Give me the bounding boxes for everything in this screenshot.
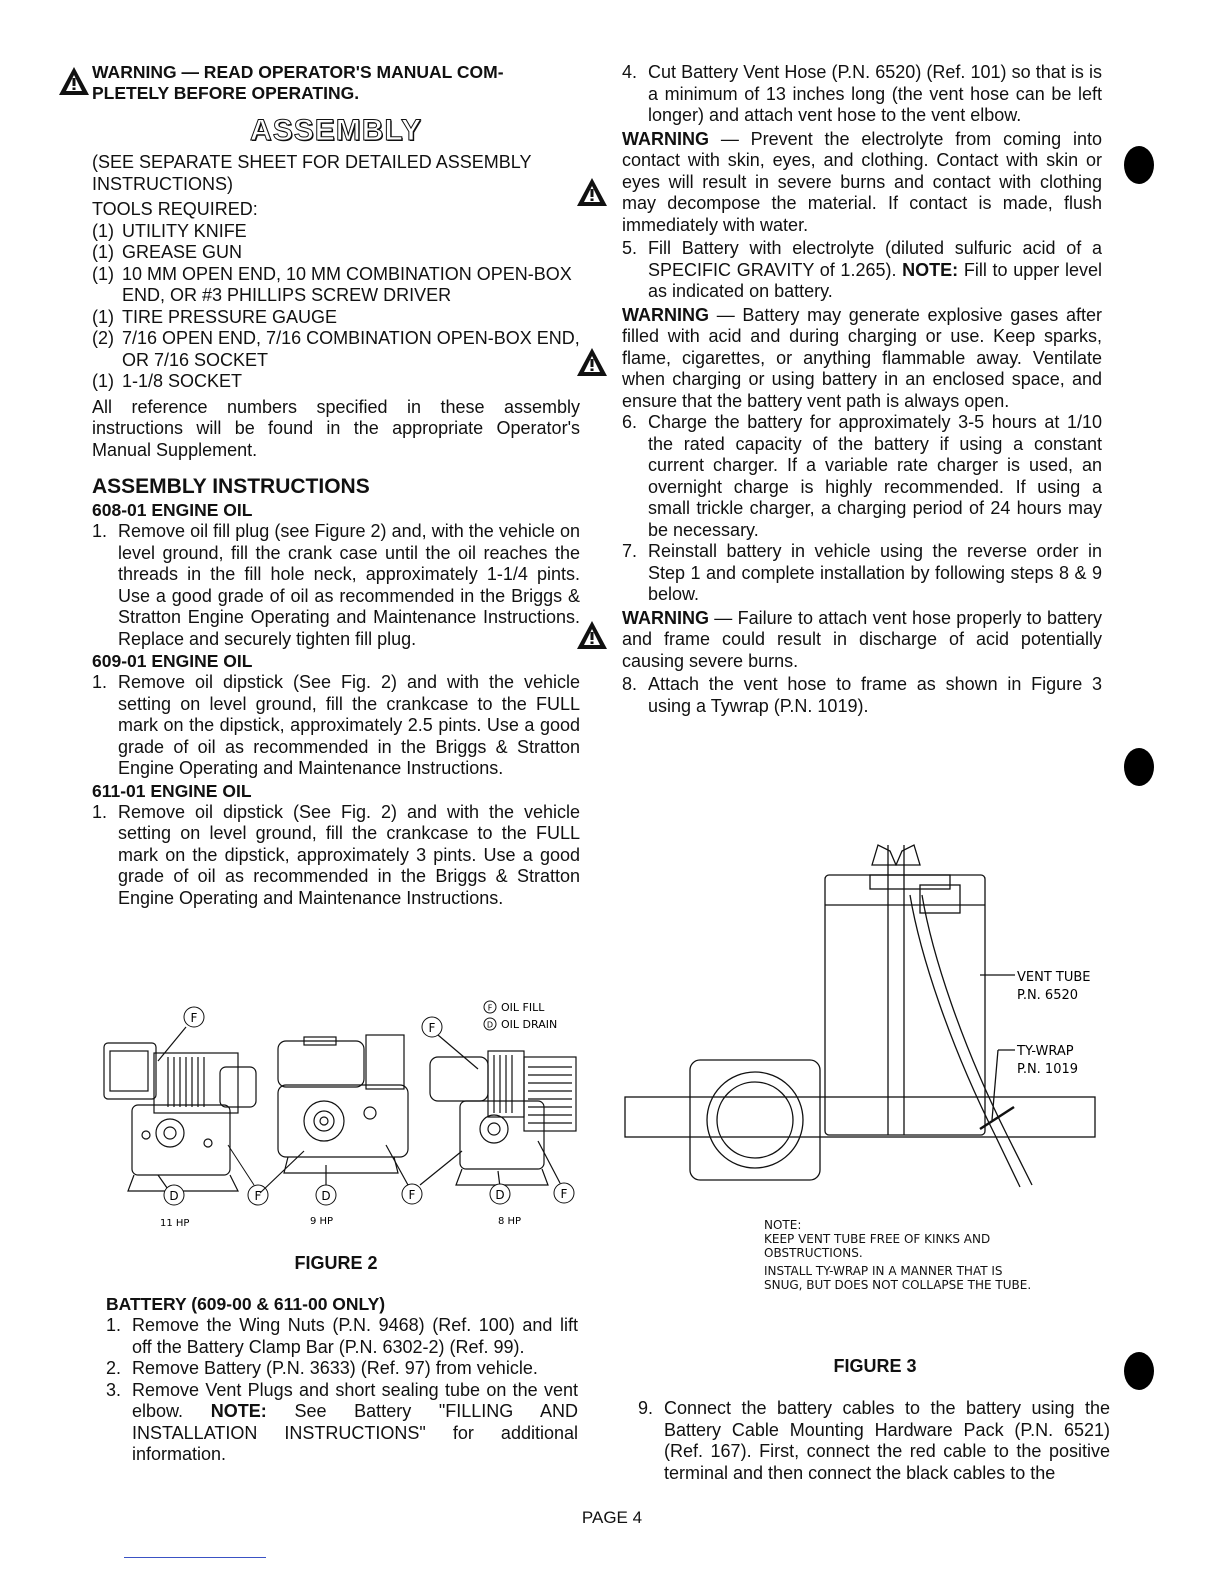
tool-item: (1) 1-1/8 SOCKET bbox=[92, 371, 243, 391]
warning-icon bbox=[576, 347, 608, 377]
vent-tube-label: VENT TUBE bbox=[1017, 970, 1091, 985]
legend-oil-drain: OIL DRAIN bbox=[501, 1018, 558, 1031]
callout-f: F bbox=[254, 1189, 262, 1203]
intro-line1: (SEE SEPARATE SHEET FOR DETAILED ASSEMBLY bbox=[92, 152, 532, 172]
note-line: OBSTRUCTIONS. bbox=[764, 1246, 863, 1260]
warning-label: WARNING bbox=[622, 607, 709, 628]
warning-icon bbox=[576, 177, 608, 207]
warning-block bbox=[622, 129, 1102, 237]
battery-step: 1. Remove the Wing Nuts (P.N. 9468) (Ref. 100) and lift off the Battery Clamp Bar (P.N. 6302-2) (Ref. 99). bbox=[106, 1315, 578, 1357]
tool-item: (1) 10 MM OPEN END, 10 MM COMBINATION OPEN-BOX END, OR #3 PHILLIPS SCREW DRIVER bbox=[92, 263, 572, 305]
binder-hole bbox=[1124, 1352, 1154, 1390]
battery-step: 5. Fill Battery with electrolyte (diluted sulfuric acid of a SPECIFIC GRAVITY of 1.265). NOTE: Fill to upper level as indicated on battery. bbox=[622, 238, 1102, 301]
tool-item: (1) GREASE GUN bbox=[92, 242, 243, 262]
engine-8hp bbox=[420, 1035, 576, 1187]
battery-step: 4. Cut Battery Vent Hose (P.N. 6520) (Ref. 101) so that is is a minimum of 13 inches long (the vent hose can be left longer) and attach vent hose to the vent elbow. bbox=[622, 62, 1102, 125]
battery-section bbox=[106, 1293, 578, 1466]
battery-step: 9. Connect the battery cables to the battery using the Battery Cable Mounting Hardware Pack (P.N. 6521) (Ref. 167). First, connect the red cable to the positive terminal and then connect the black cables to the bbox=[638, 1398, 1110, 1483]
warning-block bbox=[622, 608, 1102, 673]
warning-text: — Failure to attach vent hose properly to battery and frame could result in discharge of acid potentially causing severe burns. bbox=[622, 607, 1102, 671]
tools-label: TOOLS REQUIRED: bbox=[92, 199, 258, 219]
warning-text: — Prevent the electrolyte from coming into contact with skin, eyes, and clothing. Contact with skin or eyes will result in severe burns and contact with clothing may decompose the material. If contact is made, flush immediately with water. bbox=[622, 128, 1102, 235]
header-warning-line2: PLETELY BEFORE OPERATING. bbox=[92, 83, 360, 103]
warning-icon bbox=[58, 66, 90, 96]
vent-tube-pn: P.N. 6520 bbox=[1017, 988, 1079, 1003]
section-step: 1. Remove oil dipstick (See Fig. 2) and with the vehicle setting on level ground, fill the crankcase to the FULL mark on the dipstick, approximately 3 pints. Use a good grade of oil as recommended in the Briggs & Stratton Engine Operating and Maintenance Instructions. bbox=[92, 801, 580, 908]
note-title: NOTE: bbox=[764, 1218, 802, 1232]
battery-step: 6. Charge the battery for approximately 3-5 hours at 1/10 the rated capacity of the battery if using a constant current charger. If a variable rate charger is used, an overnight charge is highly recommended. If using a small trickle charger, a charging period of 24 hours may be necessary. bbox=[622, 412, 1102, 540]
section-title: 609-01 ENGINE OIL bbox=[92, 651, 253, 671]
legend-f-letter: F bbox=[487, 1003, 493, 1013]
battery-step: 8. Attach the vent hose to frame as shown in Figure 3 using a Tywrap (P.N. 1019). bbox=[622, 674, 1102, 716]
legend-oil-fill: OIL FILL bbox=[501, 1001, 545, 1014]
warning-icon bbox=[576, 620, 608, 650]
section-step: 1. Remove oil fill plug (see Figure 2) and, with the vehicle on level ground, fill the crank case until the oil reaches the threads in the fill hole neck, approximately 1-1/4 pints. Use a good grade of oil as recommended in the Briggs & Stratton Engine Operating and Maintenance Instructions. Replace and securely tighten fill plug. bbox=[92, 521, 580, 649]
binder-hole bbox=[1124, 748, 1154, 786]
callout-d: D bbox=[169, 1189, 179, 1203]
left-column bbox=[92, 62, 580, 909]
figure-3 bbox=[620, 835, 1110, 1205]
header-warning-line1: WARNING — READ OPERATOR'S MANUAL COM- bbox=[92, 62, 504, 82]
battery-step: 7. Reinstall battery in vehicle using the reverse order in Step 1 and complete installation by following steps 8 & 9 below. bbox=[622, 541, 1102, 604]
tool-item: (2) 7/16 OPEN END, 7/16 COMBINATION OPEN-BOX END, OR 7/16 SOCKET bbox=[92, 328, 580, 370]
note-line: INSTALL TY-WRAP IN A MANNER THAT IS bbox=[764, 1264, 1003, 1278]
callout-f: F bbox=[190, 1011, 198, 1025]
callout-f: F bbox=[408, 1188, 416, 1202]
note-line: KEEP VENT TUBE FREE OF KINKS AND bbox=[764, 1232, 991, 1246]
figure-2-caption: FIGURE 2 bbox=[294, 1253, 378, 1273]
tool-item: (1) TIRE PRESSURE GAUGE bbox=[92, 306, 338, 327]
page-title: ASSEMBLY bbox=[250, 114, 422, 147]
tools-list bbox=[92, 221, 580, 393]
tool-item: (1) UTILITY KNIFE bbox=[92, 220, 247, 241]
warning-label: WARNING bbox=[622, 304, 709, 325]
page-number: PAGE 4 bbox=[581, 1508, 643, 1527]
footer-rule bbox=[124, 1557, 266, 1558]
engine-9hp bbox=[260, 1035, 408, 1193]
engine-label-11hp: 11 HP bbox=[160, 1218, 190, 1229]
engine-label-8hp: 8 HP bbox=[498, 1216, 522, 1227]
callout-d: D bbox=[321, 1189, 331, 1203]
warning-block bbox=[622, 305, 1102, 413]
engine-11hp bbox=[104, 1027, 256, 1195]
warning-label: WARNING bbox=[622, 128, 709, 149]
callout-f: F bbox=[428, 1021, 436, 1035]
battery-vent-diagram bbox=[620, 835, 1110, 1205]
battery-heading: BATTERY (609-00 & 611-00 ONLY) bbox=[106, 1294, 386, 1314]
section-title: 611-01 ENGINE OIL bbox=[92, 780, 252, 801]
legend-d-letter: D bbox=[486, 1020, 494, 1030]
binder-hole bbox=[1124, 146, 1154, 184]
figure-2 bbox=[98, 995, 580, 1235]
right-column bbox=[622, 62, 1102, 717]
assembly-instructions-heading: ASSEMBLY INSTRUCTIONS bbox=[92, 475, 370, 498]
warning-text: — Battery may generate explosive gases after filled with acid and during charging or use. Keep sparks, flame, cigarettes, or anything flammable away. Ventilate when charging or using battery in an enclosed space, and ensure that the battery vent path is always open. bbox=[622, 304, 1102, 411]
section-title: 608-01 ENGINE OIL bbox=[92, 500, 253, 520]
figure-3-caption: FIGURE 3 bbox=[833, 1356, 917, 1376]
battery-step-9 bbox=[638, 1398, 1110, 1484]
engine-label-9hp: 9 HP bbox=[310, 1216, 334, 1227]
note-line: SNUG, BUT DOES NOT COLLAPSE THE TUBE. bbox=[764, 1278, 1032, 1292]
tywrap-pn: P.N. 1019 bbox=[1017, 1062, 1079, 1077]
tywrap-label: TY-WRAP bbox=[1017, 1044, 1074, 1059]
engine-diagram bbox=[98, 995, 580, 1235]
reference-note: All reference numbers specified in these assembly instructions will be found in the appropriate Operator's Manual Supplement. bbox=[92, 396, 580, 460]
battery-step: 3. Remove Vent Plugs and short sealing tube on the vent elbow. NOTE: See Battery "FILLING AND INSTALLATION INSTRUCTIONS" for additional information. bbox=[106, 1379, 578, 1464]
battery-step: 2. Remove Battery (P.N. 3633) (Ref. 97) from vehicle. bbox=[106, 1358, 538, 1378]
section-step: 1. Remove oil dipstick (See Fig. 2) and with the vehicle setting on level ground, fill the crankcase to the FULL mark on the dipstick, approximately 2.5 pints. Use a good grade of oil as recommended in the Briggs & Stratton Engine Operating and Maintenance Instructions. bbox=[92, 672, 580, 778]
figure-3-note bbox=[764, 1218, 1084, 1292]
callout-f: F bbox=[560, 1187, 568, 1201]
intro-line2: INSTRUCTIONS) bbox=[92, 173, 233, 194]
callout-d: D bbox=[495, 1188, 505, 1202]
